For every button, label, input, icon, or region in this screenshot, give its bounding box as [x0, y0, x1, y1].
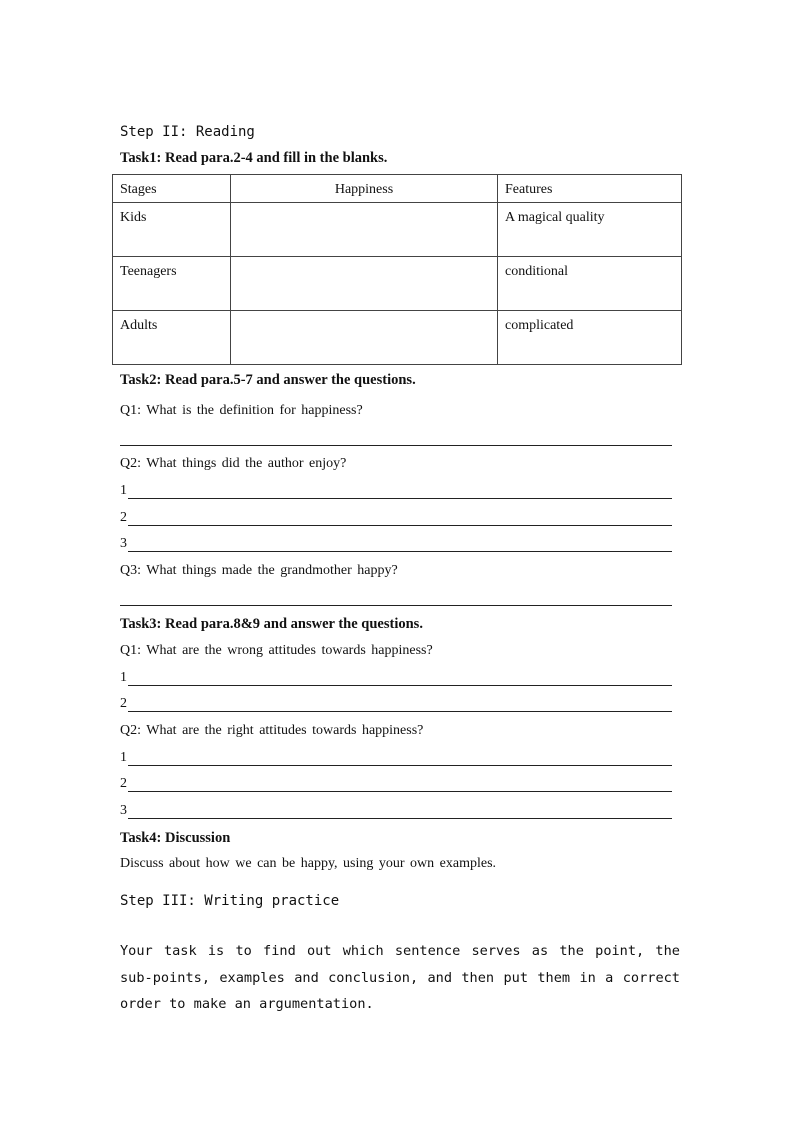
writing-instructions: Your task is to find out which sentence serves as the point, the sub-points, examples and conclusion, and then put them in a correct order to make an argumentation.	[120, 943, 680, 1012]
stage-cell: Kids	[113, 203, 231, 257]
answer-line[interactable]	[120, 605, 672, 606]
answer-line[interactable]	[128, 685, 672, 686]
feature-cell: conditional	[498, 257, 682, 311]
answer-number: 2	[120, 510, 127, 525]
answer-line[interactable]	[128, 711, 672, 712]
answer-line[interactable]	[128, 765, 672, 766]
header-stages: Stages	[113, 175, 231, 203]
answer-line[interactable]	[128, 791, 672, 792]
task2-question-1: Q1: What is the definition for happiness?	[120, 403, 363, 418]
step2-heading: Step II: Reading	[120, 124, 255, 140]
table-row	[113, 203, 682, 257]
happiness-cell[interactable]	[231, 257, 498, 311]
task2-question-2: Q2: What things did the author enjoy?	[120, 456, 347, 471]
answer-line[interactable]	[128, 525, 672, 526]
answer-number: 2	[120, 696, 127, 711]
answer-number: 2	[120, 776, 127, 791]
task1-heading: Task1: Read para.2-4 and fill in the blanks.	[120, 150, 388, 166]
table-row	[113, 311, 682, 365]
happiness-cell[interactable]	[231, 311, 498, 365]
answer-number: 1	[120, 670, 127, 685]
task3-heading: Task3: Read para.8&9 and answer the questions.	[120, 616, 423, 632]
answer-line[interactable]	[128, 498, 672, 499]
table-header-row	[113, 175, 682, 203]
happiness-cell[interactable]	[231, 203, 498, 257]
feature-cell: complicated	[498, 311, 682, 365]
feature-cell: A magical quality	[498, 203, 682, 257]
stage-cell: Teenagers	[113, 257, 231, 311]
task3-question-1: Q1: What are the wrong attitudes towards happiness?	[120, 643, 433, 658]
task1-table	[112, 174, 682, 365]
stage-cell: Adults	[113, 311, 231, 365]
answer-number: 3	[120, 536, 127, 551]
header-features: Features	[498, 175, 682, 203]
header-happiness: Happiness	[231, 175, 498, 203]
step3-heading: Step III: Writing practice	[120, 893, 340, 909]
task3-question-2: Q2: What are the right attitudes towards happiness?	[120, 723, 424, 738]
answer-line[interactable]	[128, 818, 672, 819]
task4-heading: Task4: Discussion	[120, 830, 231, 846]
task2-question-3: Q3: What things made the grandmother happy?	[120, 563, 398, 578]
answer-number: 1	[120, 483, 127, 498]
answer-line[interactable]	[128, 551, 672, 552]
task2-heading: Task2: Read para.5-7 and answer the questions.	[120, 372, 416, 388]
answer-number: 3	[120, 803, 127, 818]
table-row	[113, 257, 682, 311]
task4-text: Discuss about how we can be happy, using your own examples.	[120, 856, 497, 871]
answer-line[interactable]	[120, 445, 672, 446]
answer-number: 1	[120, 750, 127, 765]
